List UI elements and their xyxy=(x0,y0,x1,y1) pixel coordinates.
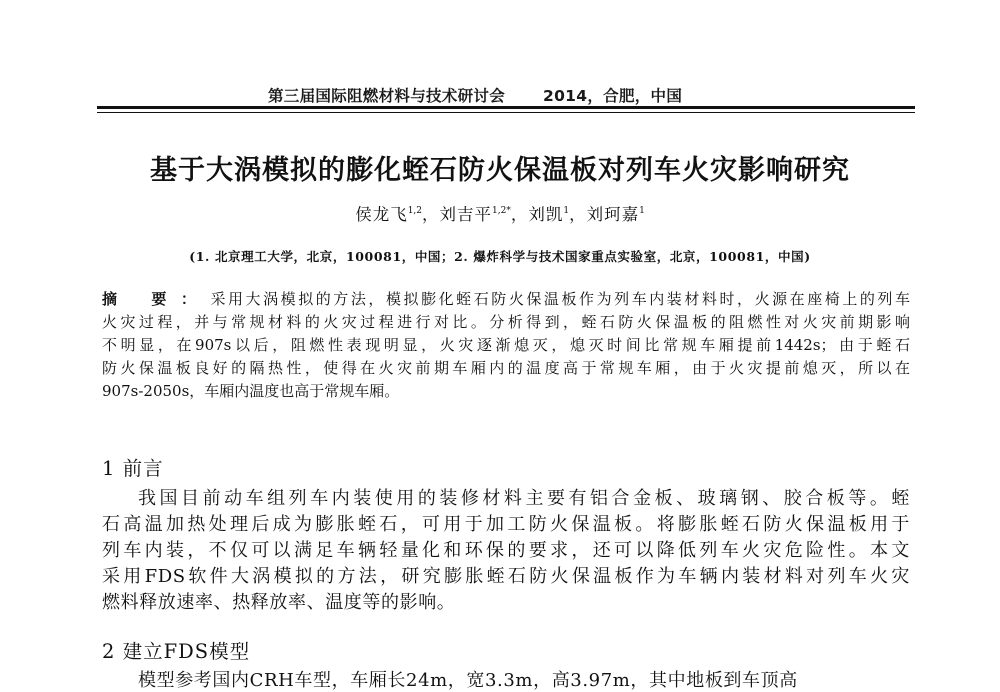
author-affiliation-mark: 1,2* xyxy=(492,206,511,216)
abstract-label: 摘 要： xyxy=(102,290,211,308)
abstract-line: 防火保温板良好的隔热性，使得在火灾前期车厢内的温度高于常规车厢，由于火灾提前熄灭，所以在 xyxy=(102,359,910,377)
author-list xyxy=(0,201,1000,225)
author-affiliation-mark: 1,2 xyxy=(407,206,423,216)
author-separator: ， xyxy=(422,205,440,224)
body-line: 燃料释放速率、热释放率、温度等的影响。 xyxy=(102,592,456,613)
body-line: 石高温加热处理后成为膨胀蛭石，可用于加工防火保温板。将膨胀蛭石防火保温板用于 xyxy=(102,514,910,535)
body-line: 列车内装，不仅可以满足车辆轻量化和环保的要求，还可以降低列车火灾危险性。本文 xyxy=(102,540,910,561)
body-line: 我国目前动车组列车内装使用的装修材料主要有铝合金板、玻璃钢、胶合板等。蛭 xyxy=(138,488,910,509)
abstract-line: 火灾过程，并与常规材料的火灾过程进行对比。分析得到，蛭石防火保温板的阻燃性对火灾前期影响 xyxy=(102,313,910,331)
author-name: 刘吉平 xyxy=(439,205,493,224)
conference-year-location: 2014，合肥，中国 xyxy=(543,87,683,105)
author-name: 刘珂嘉 xyxy=(586,205,640,224)
author-affiliation-mark: 1 xyxy=(639,206,645,216)
author-name: 侯龙飞 xyxy=(355,205,408,224)
conference-name: 第三届国际阻燃材料与技术研讨会 xyxy=(268,87,506,105)
header-rule-thick xyxy=(97,106,915,109)
author-affiliation-mark: 1 xyxy=(563,206,570,216)
body-line: 模型参考国内CRH车型，车厢长24m，宽3.3m，高3.97m，其中地板到车顶高 xyxy=(138,670,798,691)
affiliations: (1. 北京理工大学，北京，100081，中国；2. 爆炸科学与技术国家重点实验室，北京，100081，中国) xyxy=(189,249,811,264)
body-line: 采用FDS软件大涡模拟的方法，研究膨胀蛭石防火保温板作为车辆内装材料对列车火灾 xyxy=(102,566,910,587)
section-heading: 1 前言 xyxy=(102,457,164,480)
header-rule-thin xyxy=(97,112,915,113)
running-header xyxy=(268,84,682,106)
author-name: 刘凯 xyxy=(528,205,564,224)
paper-title: 基于大涡模拟的膨化蛭石防火保温板对列车火灾影响研究 xyxy=(150,155,850,186)
abstract-line: 不明显，在907s以后，阻燃性表现明显，火灾逐渐熄灭，熄灭时间比常规车厢提前1442s；由于蛭石 xyxy=(102,336,910,354)
author-separator: ， xyxy=(510,205,529,224)
abstract-line: 907s-2050s，车厢内温度也高于常规车厢。 xyxy=(102,382,400,400)
author-separator: ， xyxy=(569,205,587,224)
section-heading: 2 建立FDS模型 xyxy=(102,640,251,663)
abstract-line xyxy=(102,288,910,310)
abstract-text: 采用大涡模拟的方法，模拟膨化蛭石防火保温板作为列车内装材料时，火源在座椅上的列车 xyxy=(210,290,910,308)
